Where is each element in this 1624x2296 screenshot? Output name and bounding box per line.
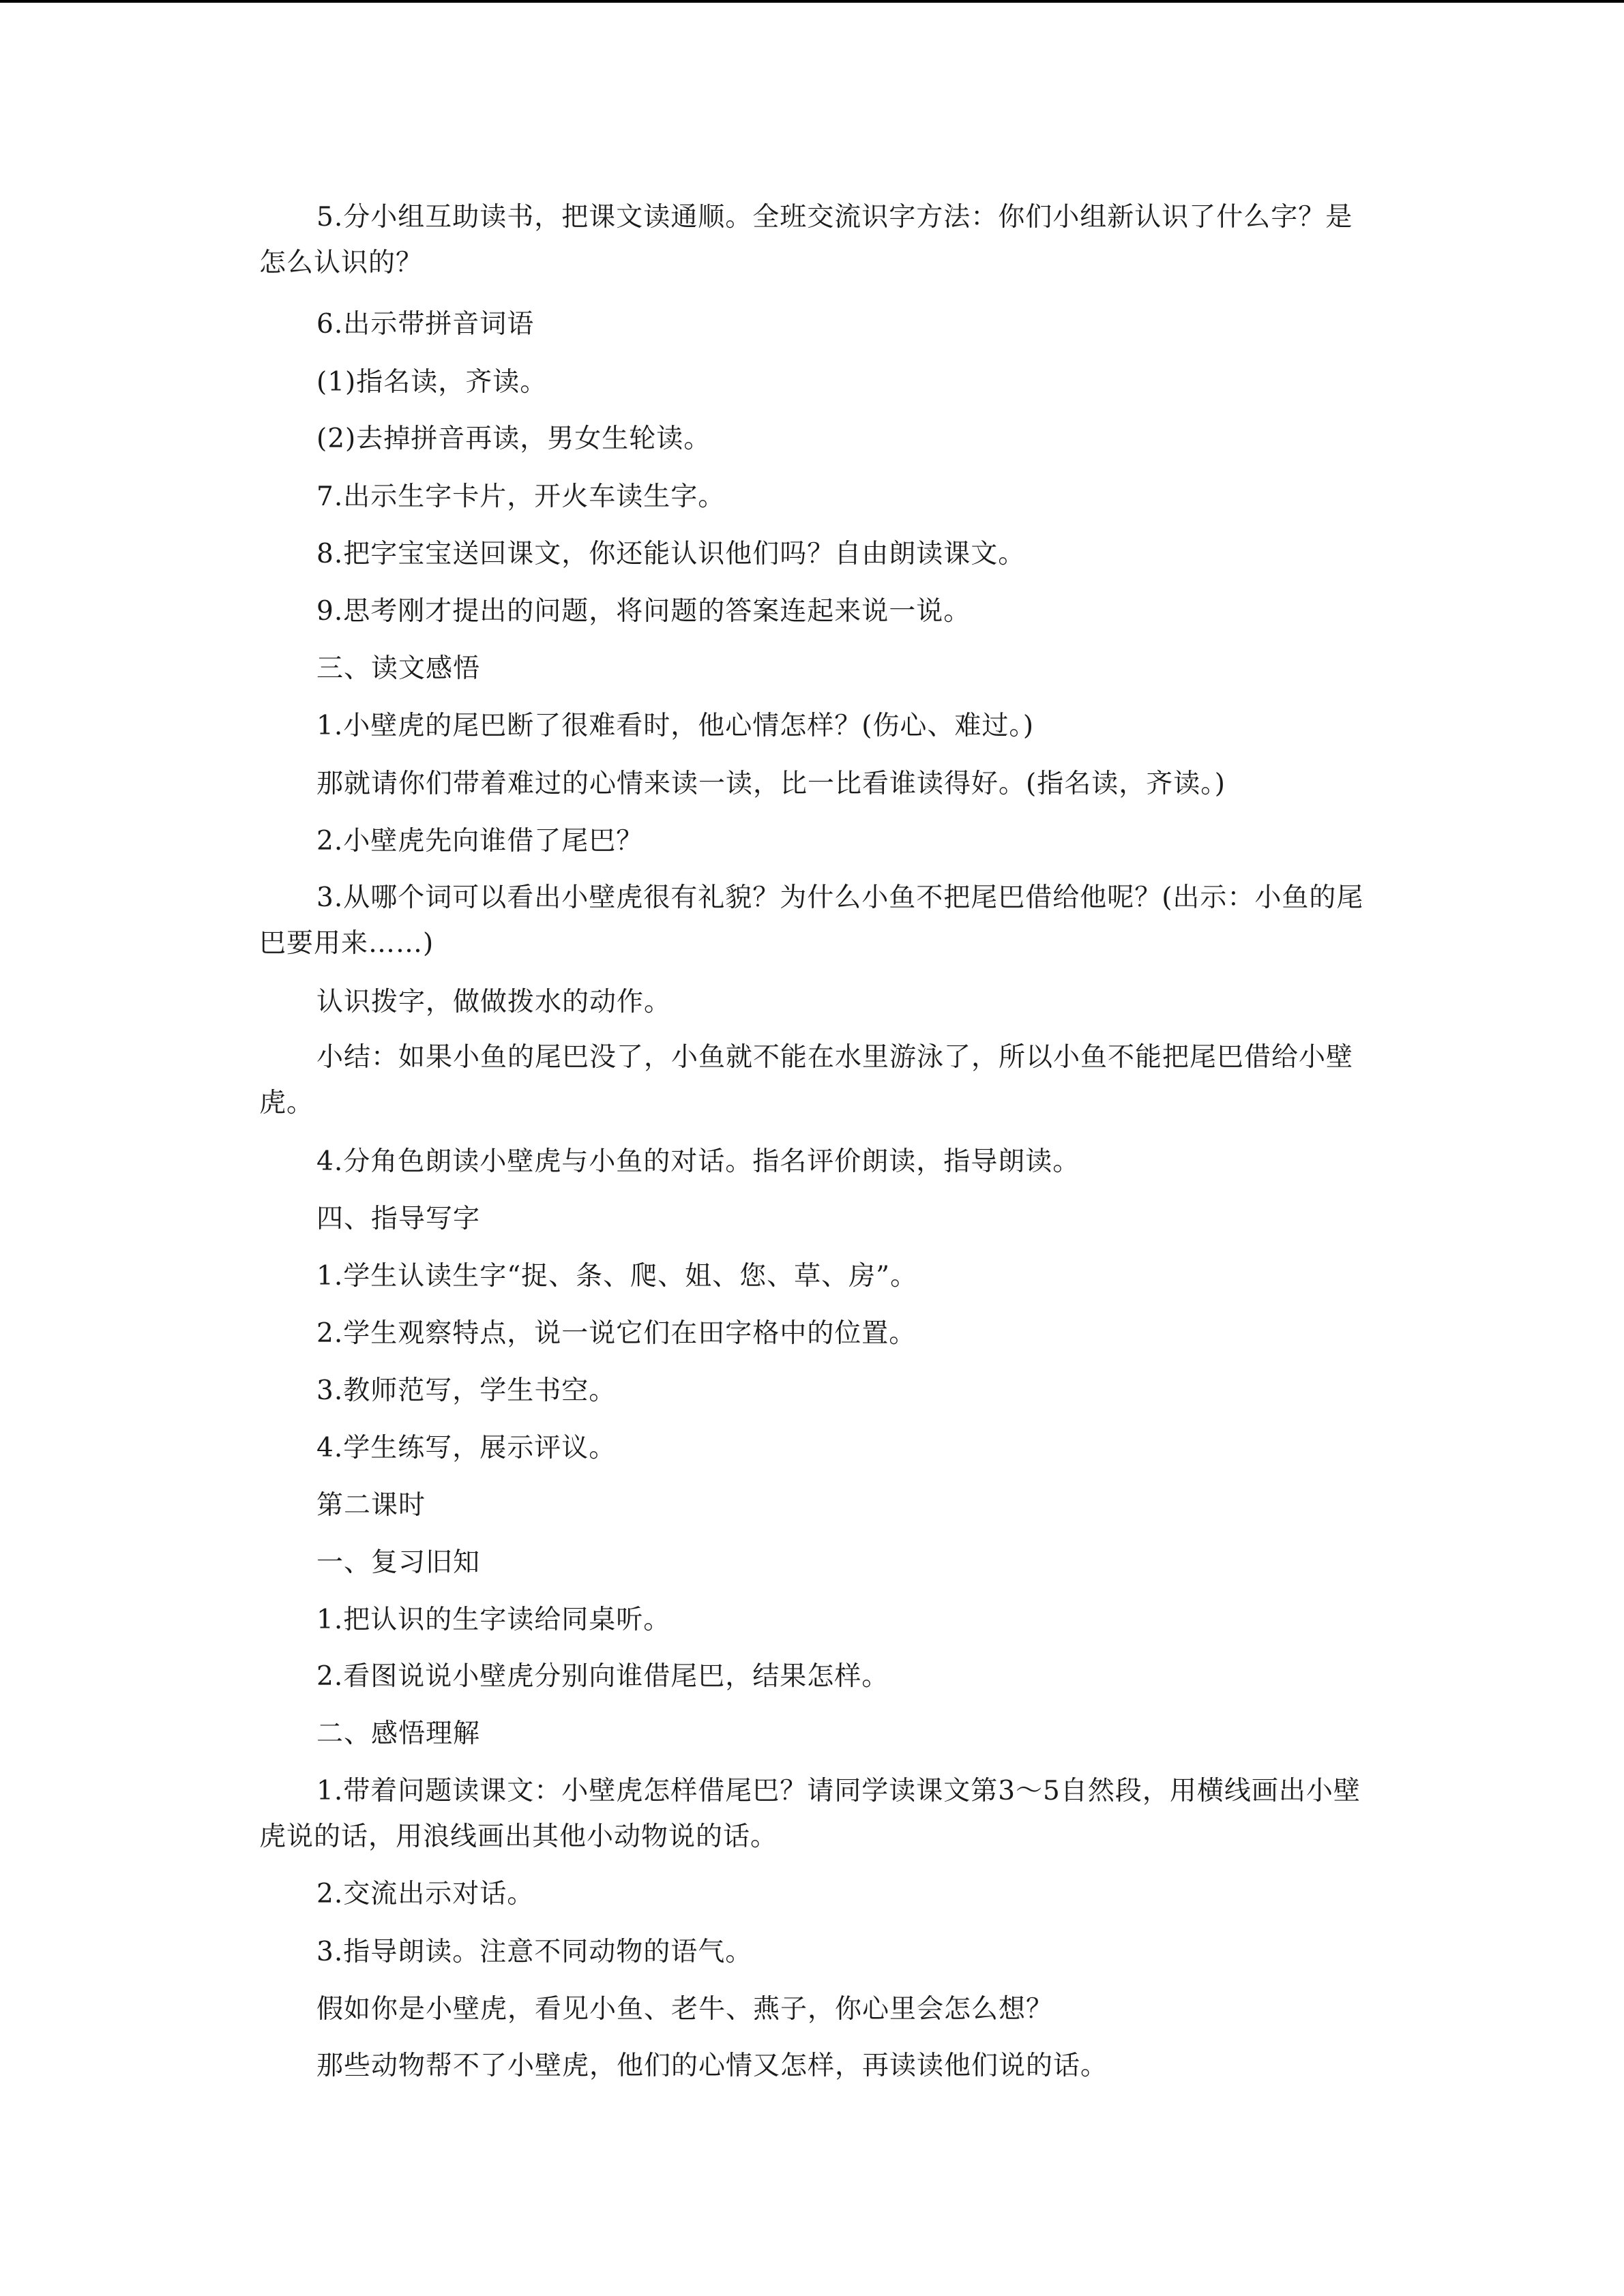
paragraph: 那些动物帮不了小壁虎，他们的心情又怎样，再读读他们说的话。 [316, 2051, 1108, 2081]
paragraph: 1.带着问题读课文：小壁虎怎样借尾巴？请同学读课文第3～5自然段，用横线画出小壁虎说的话，用浪线画出其他小动物说的话。 [259, 1776, 1361, 1852]
paragraph: 6.出示带拼音词语 [316, 309, 535, 340]
section-heading: 第二课时 [316, 1490, 426, 1521]
paragraph: 4.分角色朗读小壁虎与小鱼的对话。指名评价朗读，指导朗读。 [316, 1146, 1080, 1177]
paragraph: 3.教师范写，学生书空。 [316, 1375, 617, 1406]
paragraph: 3.从哪个词可以看出小壁虎很有礼貌？为什么小鱼不把尾巴借给他呢？(出示：小鱼的尾巴要用来……) [259, 882, 1364, 959]
paragraph: 8.把字宝宝送回课文，你还能认识他们吗？自由朗读课文。 [316, 539, 1026, 569]
paragraph: 假如你是小壁虎，看见小鱼、老牛、燕子，你心里会怎么想？ [316, 1994, 1054, 2025]
paragraph: 那就请你们带着难过的心情来读一读，比一比看谁读得好。(指名读，齐读。) [316, 769, 1226, 799]
paragraph: 1.小壁虎的尾巴断了很难看时，他心情怎样？(伤心、难过。) [316, 711, 1035, 741]
paragraph: 1.把认识的生字读给同桌听。 [316, 1605, 671, 1635]
section-heading: 三、读文感悟 [316, 653, 481, 684]
page-top-border [0, 0, 1624, 3]
paragraph: (1)指名读，齐读。 [316, 367, 548, 398]
paragraph: 2.看图说说小壁虎分别向谁借尾巴，结果怎样。 [316, 1661, 889, 1692]
paragraph: 9.思考刚才提出的问题，将问题的答案连起来说一说。 [316, 596, 971, 627]
paragraph: (2)去掉拼音再读，男女生轮读。 [316, 423, 711, 454]
paragraph: 2.小壁虎先向谁借了尾巴？ [316, 826, 644, 856]
paragraph: 1.学生认读生字“捉、条、爬、姐、您、草、房”。 [316, 1261, 918, 1292]
paragraph: 3.指导朗读。注意不同动物的语气。 [316, 1937, 753, 1967]
section-heading: 四、指导写字 [316, 1204, 481, 1234]
paragraph: 小结：如果小鱼的尾巴没了，小鱼就不能在水里游泳了，所以小鱼不能把尾巴借给小壁虎。 [259, 1042, 1354, 1118]
section-heading: 二、感悟理解 [316, 1718, 481, 1749]
paragraph: 2.学生观察特点，说一说它们在田字格中的位置。 [316, 1318, 917, 1349]
paragraph: 认识拨字，做做拨水的动作。 [316, 987, 672, 1017]
paragraph: 7.出示生字卡片，开火车读生字。 [316, 481, 726, 512]
paragraph: 4.学生练写，展示评议。 [316, 1433, 617, 1463]
paragraph: 5.分小组互助读书，把课文读通顺。全班交流识字方法：你们小组新认识了什么字？是怎么认识的？ [259, 202, 1353, 278]
section-heading: 一、复习旧知 [316, 1547, 481, 1578]
paragraph: 2.交流出示对话。 [316, 1879, 535, 1909]
